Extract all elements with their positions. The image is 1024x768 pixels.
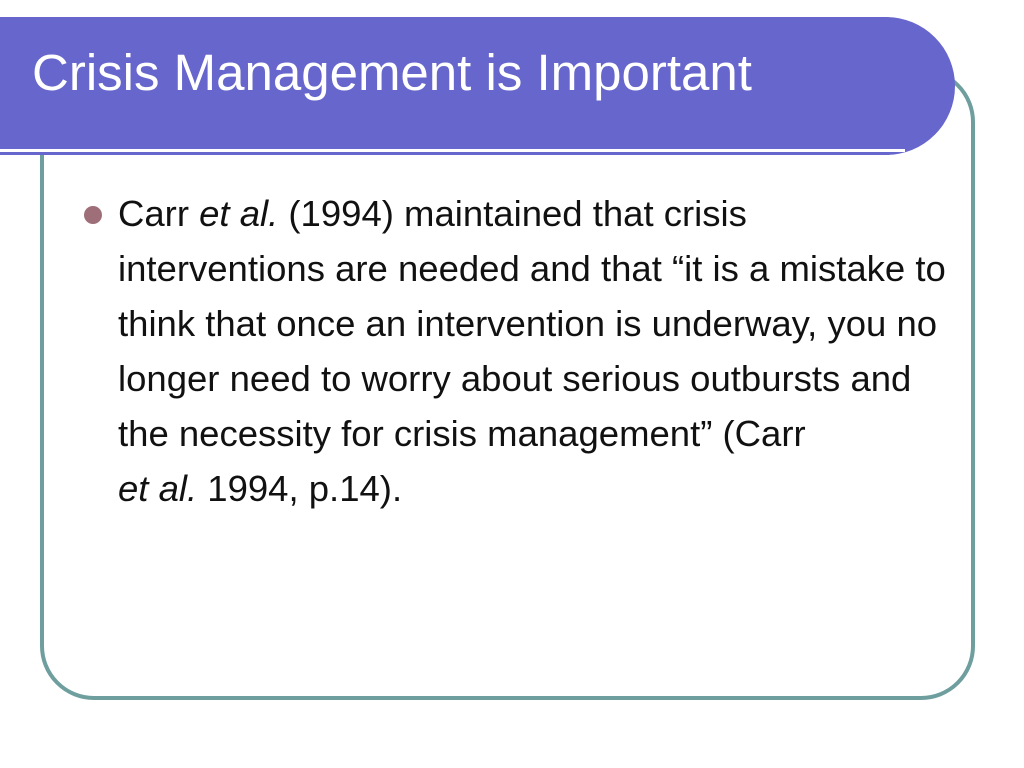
bullet-item [80, 186, 950, 516]
slide-title: Crisis Management is Important [32, 44, 752, 101]
bullet-text [118, 193, 946, 509]
bullet-segment: Carr [118, 193, 200, 234]
bullet-segment: (1994) maintained that crisis interventions are needed and that “it is a mistake to think that once an intervention is underway, you no longer need to worry about serious outbursts and the necessity for crisis management” (Carr [118, 193, 946, 454]
bullet-list [80, 186, 950, 516]
bullet-segment: 1994, p.14). [197, 468, 403, 509]
bullet-segment-italic: et al. [118, 468, 198, 509]
title-underline-rule [0, 149, 905, 152]
bullet-segment-italic: et al. [199, 193, 279, 234]
bullet-dot-icon [84, 206, 102, 224]
